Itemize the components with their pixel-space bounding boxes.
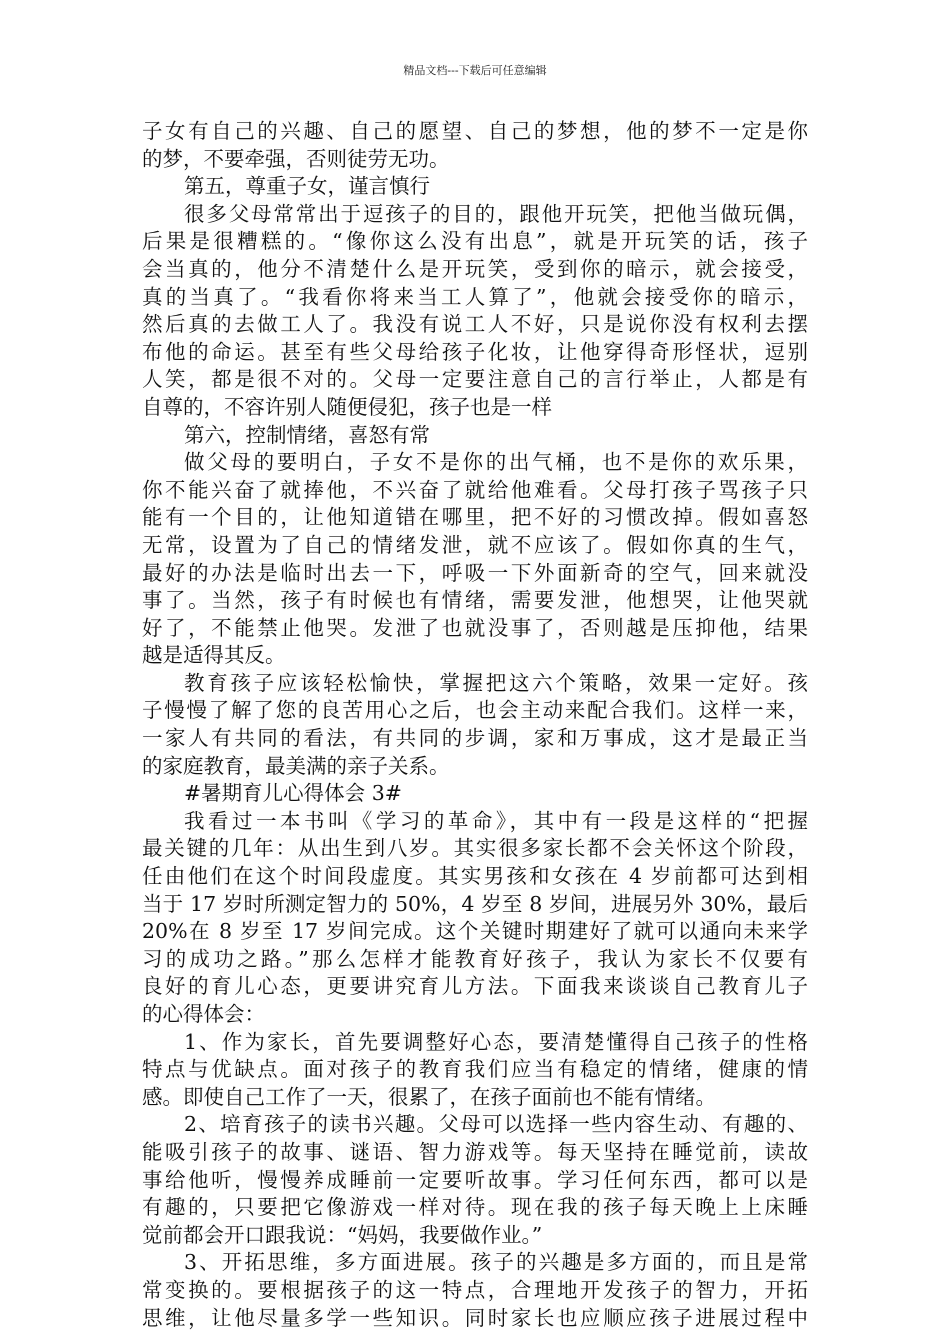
text-line: 事了。当然，孩子有时候也有情绪，需要发泄，他想哭，让他哭就 <box>142 588 808 613</box>
text-line: 20%在 8 岁至 17 岁间完成。这个关键时期建好了就可以通向未来学 <box>142 919 808 944</box>
text-line: 做父母的要明白，子女不是你的出气桶，也不是你的欢乐果， <box>184 450 808 475</box>
text-line: 习的成功之路。”那么怎样才能教育好孩子，我认为家长不仅要有 <box>142 946 808 971</box>
text-line: 子女有自己的兴趣、自己的愿望、自己的梦想，他的梦不一定是你 <box>142 119 808 143</box>
text-line: 一家人有共同的看法，有共同的步调，家和万事成，这才是最正当 <box>142 726 808 751</box>
text-line: 特点与优缺点。面对孩子的教育我们应当有稳定的情绪，健康的情 <box>142 1057 808 1082</box>
text-line: 无常，设置为了自己的情绪发泄，就不应该了。假如你真的生气， <box>142 532 808 557</box>
text-line: 1、作为家长，首先要调整好心态，要清楚懂得自己孩子的性格 <box>184 1029 808 1054</box>
text-line: 3、开拓思维，多方面进展。孩子的兴趣是多方面的，而且是常 <box>184 1250 808 1275</box>
text-line: 后果是很糟糕的。“像你这么没有出息”，就是开玩笑的话，孩子 <box>142 229 808 254</box>
text-line: 能吸引孩子的故事、谜语、智力游戏等。每天坚持在睡觉前，读故 <box>142 1139 808 1164</box>
text-line: 2、培育孩子的读书兴趣。父母可以选择一些内容生动、有趣的、 <box>184 1112 808 1137</box>
text-line: 事给他听，慢慢养成睡前一定要听故事。学习任何东西，都可以是 <box>142 1167 808 1192</box>
text-line: 好了，不能禁止他哭。发泄了也就没事了，否则越是压抑他，结果 <box>142 615 808 640</box>
text-line: 当于 17 岁时所测定智力的 50%，4 岁至 8 岁间，进展另外 30%，最后 <box>142 891 808 916</box>
text-line: 最好的办法是临时出去一下，呼吸一下外面新奇的空气，回来就没 <box>142 560 808 585</box>
text-line: 我看过一本书叫《学习的革命》，其中有一段是这样的“把握 <box>184 808 808 833</box>
text-line: 越是适得其反。 <box>142 643 286 668</box>
text-line: 教育孩子应该轻松愉快，掌握把这六个策略，效果一定好。孩 <box>184 670 808 695</box>
text-line: 真的当真了。“我看你将来当工人算了”，他就会接受你的暗示， <box>142 284 808 309</box>
page-header: 精品文档---下载后可任意编辑 <box>403 64 547 77</box>
text-line: 自尊的，不容许别人随便侵犯，孩子也是一样 <box>142 394 552 419</box>
text-line: 觉前都会开口跟我说：“妈妈，我要做作业。” <box>142 1222 543 1247</box>
text-line: 有趣的，只要把它像游戏一样对待。现在我的孩子每天晚上上床睡 <box>142 1195 808 1220</box>
text-line: 的心得体会： <box>142 1002 265 1026</box>
text-line: #暑期育儿心得体会 3# <box>184 781 402 806</box>
text-line: 人笑，都是很不对的。父母一定要注意自己的言行举止，人都是有 <box>142 367 808 392</box>
text-line: 最关键的几年：从出生到八岁。其实很多家长都不会关怀这个阶段， <box>142 836 808 861</box>
text-line: 你不能兴奋了就捧他，不兴奋了就给他难看。父母打孩子骂孩子只 <box>142 477 808 502</box>
text-line: 能有一个目的，让他知道错在哪里，把不好的习惯改掉。假如喜怒 <box>142 505 808 530</box>
text-line: 良好的育儿心态，更要讲究育儿方法。下面我来谈谈自己教育儿子 <box>142 974 808 999</box>
text-line: 布他的命运。甚至有些父母给孩子化妆，让他穿得奇形怪状，逗别 <box>142 339 808 364</box>
text-line: 感。即使自己工作了一天，很累了，在孩子面前也不能有情绪。 <box>142 1084 716 1109</box>
text-line: 然后真的去做工人了。我没有说工人不好，只是说你没有权利去摆 <box>142 312 808 337</box>
text-line: 常变换的。要根据孩子的这一特点，合理地开发孩子的智力，开拓 <box>142 1277 808 1302</box>
text-line: 第六，控制情绪，喜怒有常 <box>184 422 430 447</box>
text-line: 任由他们在这个时间段虚度。其实男孩和女孩在 4 岁前都可达到相 <box>142 864 808 889</box>
text-line: 很多父母常常出于逗孩子的目的，跟他开玩笑，把他当做玩偶， <box>184 201 808 226</box>
document-body <box>142 118 808 1332</box>
text-line: 思维，让他尽量多学一些知识。同时家长也应顺应孩子进展过程中 <box>142 1305 808 1330</box>
text-line: 的梦，不要牵强，否则徒劳无功。 <box>142 146 450 171</box>
text-line: 子慢慢了解了您的良苦用心之后，也会主动来配合我们。这样一来， <box>142 698 808 723</box>
text-line: 会当真的，他分不清楚什么是开玩笑，受到你的暗示，就会接受， <box>142 256 808 281</box>
text-line: 第五，尊重子女，谨言慎行 <box>184 174 430 199</box>
text-line: 的家庭教育，最美满的亲子关系。 <box>142 753 450 778</box>
